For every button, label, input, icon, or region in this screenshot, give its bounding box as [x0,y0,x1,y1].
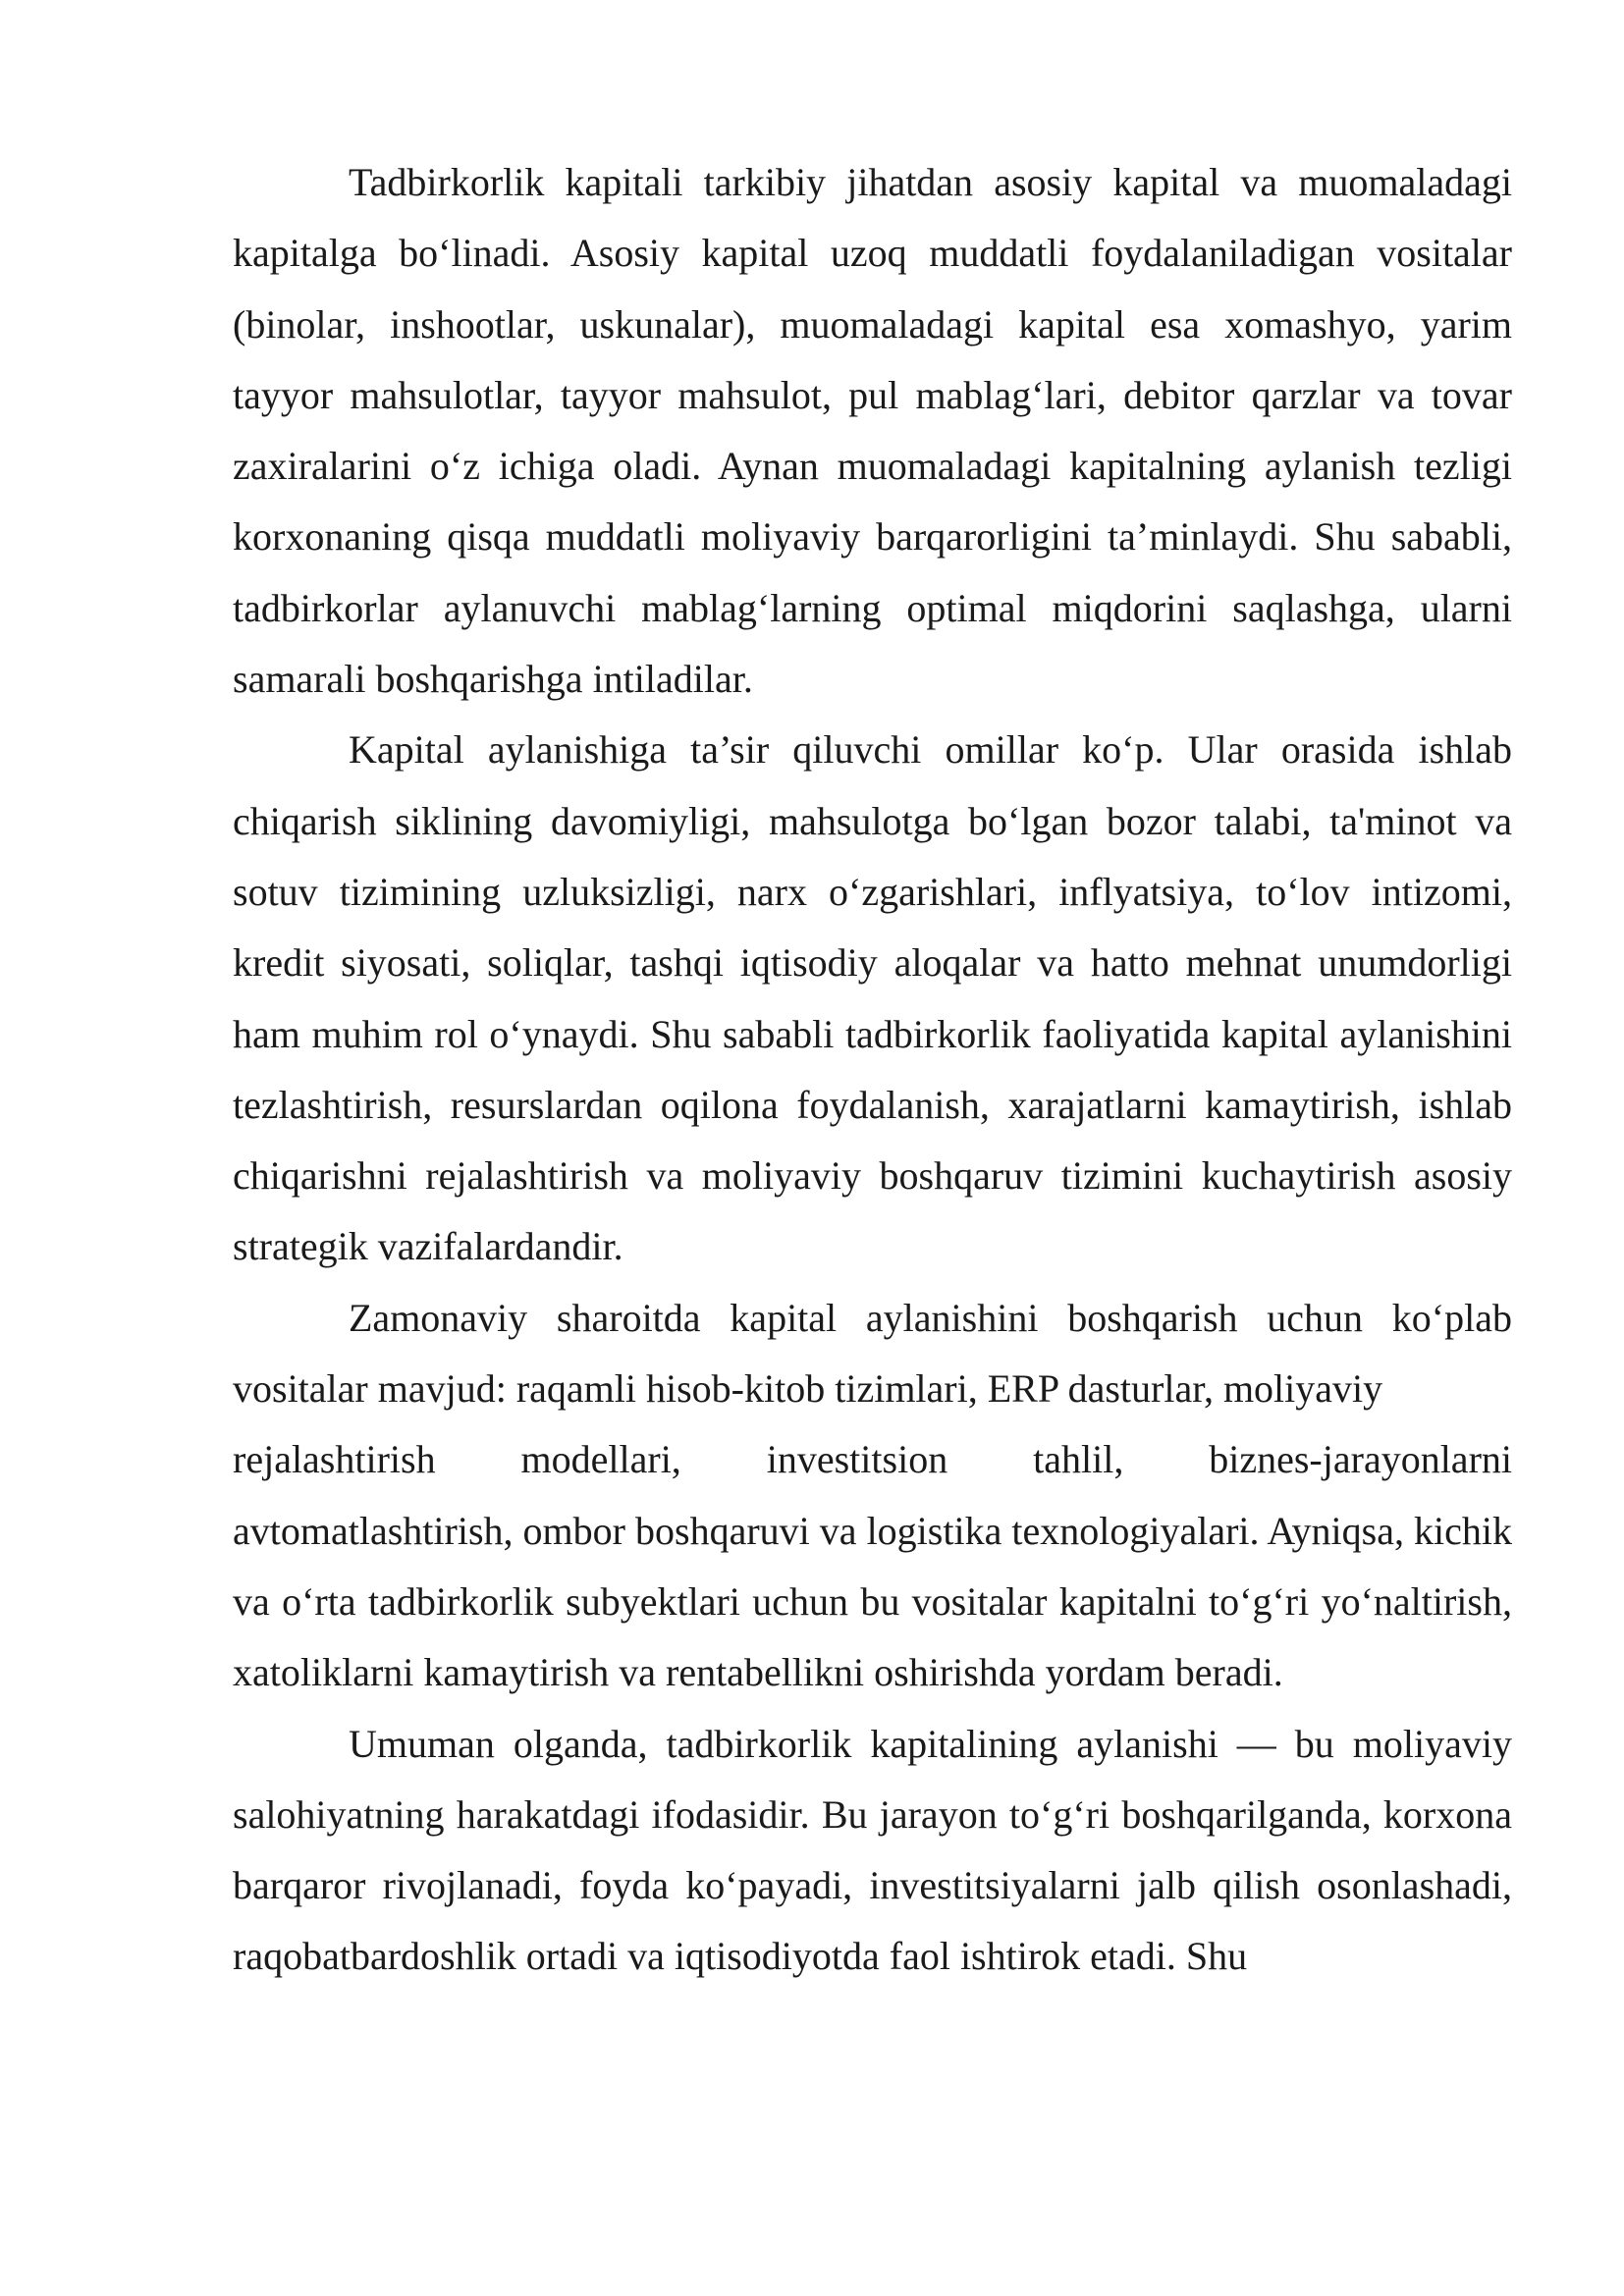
paragraph-modern-tools-part-2: avtomatlashtirish, ombor boshqaruvi va logistika texnologiyalari. Ayniqsa, kichik va o‘rta tadbirkorlik subyektlari uchun bu vositalar kapitalni to‘g‘ri yo‘naltirish, xatoliklarni kamaytirish va rentabellikni oshirishda yordam beradi. [233,1508,1512,1695]
paragraph-capital-turnover-factors: Kapital aylanishiga ta’sir qiluvchi omillar ko‘p. Ular orasida ishlab chiqarish siklining davomiyligi, mahsulotga bo‘lgan bozor talabi, ta'minot va sotuv tizimining uzluksizligi, narx o‘zgarishlari, inflyatsiya, to‘lov intizomi, kredit siyosati, soliqlar, tashqi iqtisodiy aloqalar va hatto mehnat unumdorligi ham muhim rol o‘ynaydi. Shu sababli tadbirkorlik faoliyatida kapital aylanishini tezlashtirish, resurslardan oqilona foydalanish, xarajatlarni kamaytirish, ishlab chiqarishni rejalashtirish va moliyaviy boshqaruv tizimini kuchaytirish asosiy strategik vazifalardandir. [233,727,1512,1269]
paragraph-modern-tools-line: rejalashtirish modellari, investitsion tahlil, biznes-jarayonlarni [233,1437,1512,1482]
paragraph-conclusion: Umuman olganda, tadbirkorlik kapitalining aylanishi — bu moliyaviy salohiyatning harakatdagi ifodasidir. Bu jarayon to‘g‘ri boshqarilganda, korxona barqaror rivojlanadi, foyda ko‘payadi, investitsiyalarni jalb qilish osonlashadi, raqobatbardoshlik ortadi va iqtisodiyotda faol ishtirok etadi. Shu [233,1721,1512,1979]
paragraph-modern-tools-part-1: Zamonaviy sharoitda kapital aylanishini boshqarish uchun ko‘plab vositalar mavjud: raqamli hisob-kitob tizimlari, ERP dasturlar, moliyaviy [233,1295,1512,1412]
paragraph-capital-structure: Tadbirkorlik kapitali tarkibiy jihatdan asosiy kapital va muomaladagi kapitalga bo‘linadi. Asosiy kapital uzoq muddatli foydalaniladigan vositalar (binolar, inshootlar, uskunalar), muomaladagi kapital esa xomashyo, yarim tayyor mahsulotlar, tayyor mahsulot, pul mablag‘lari, debitor qarzlar va tovar zaxiralarini o‘z ichiga oladi. Aynan muomaladagi kapitalning aylanish tezligi korxonaning qisqa muddatli moliyaviy barqarorligini ta’minlaydi. Shu sababli, tadbirkorlar aylanuvchi mablag‘larning optimal miqdorini saqlashga, ularni samarali boshqarishga intiladilar. [233,160,1512,702]
paragraph-modern-management-tools [233,1283,1512,1709]
document-body [233,147,1512,1993]
